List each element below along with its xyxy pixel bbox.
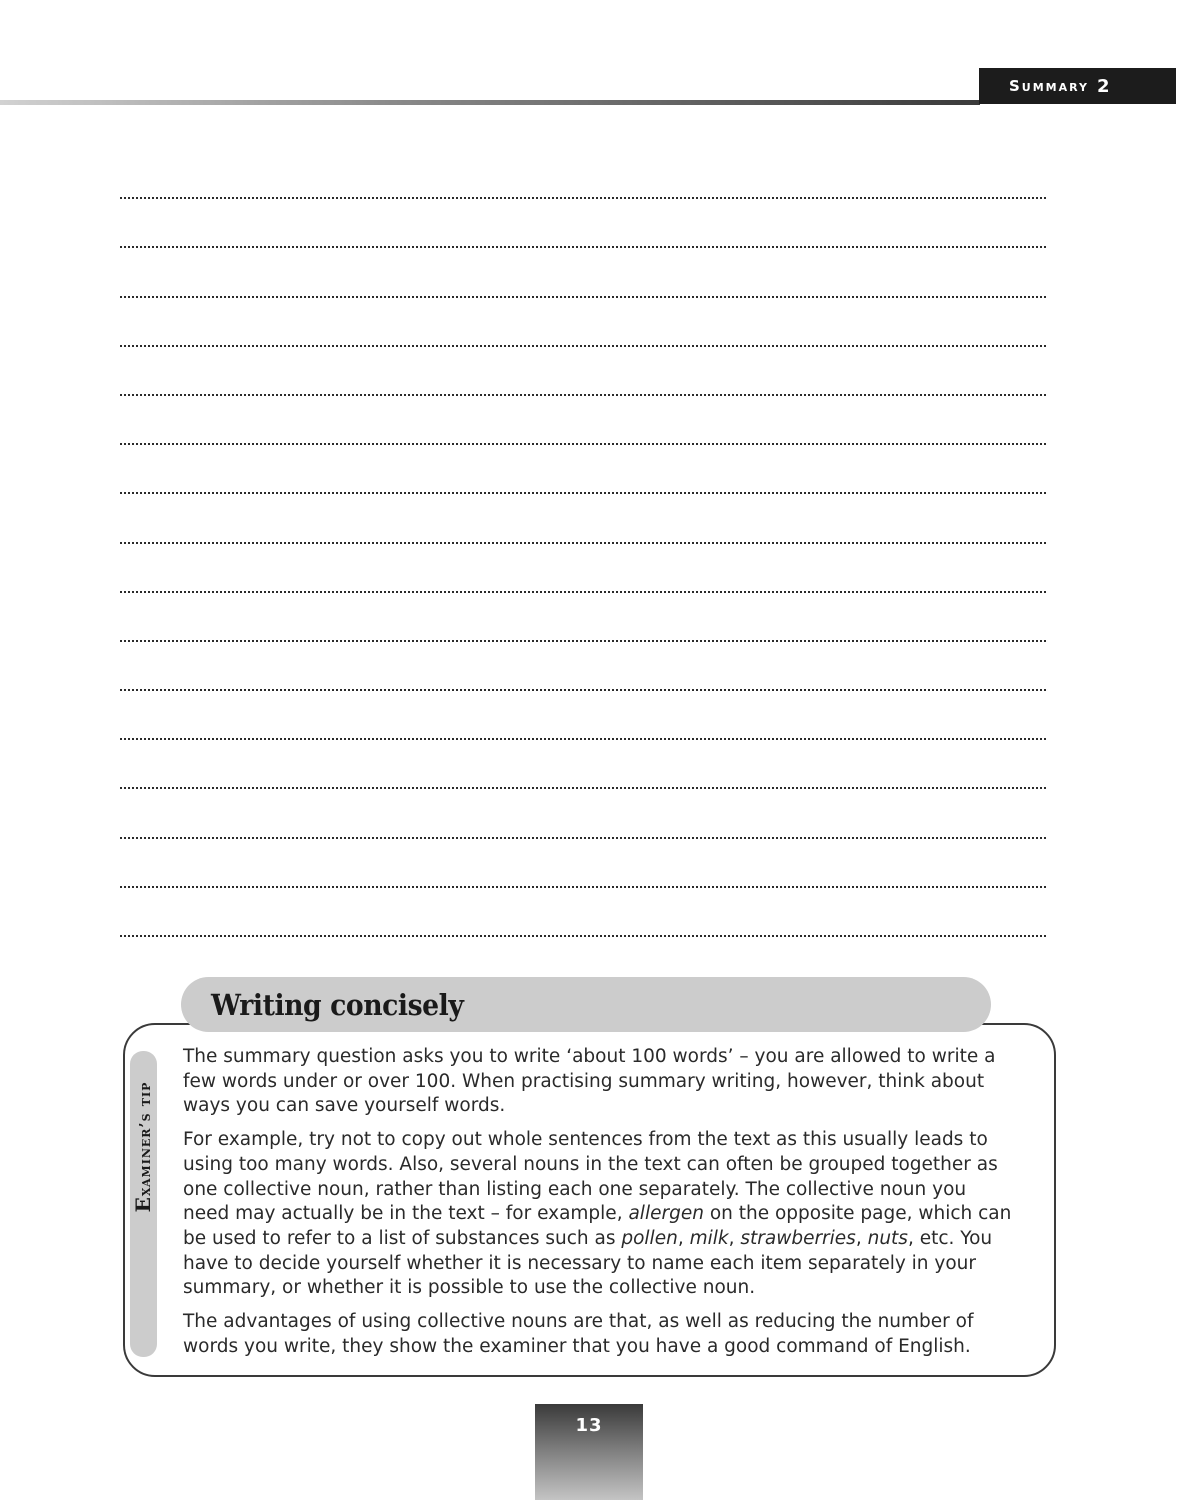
italic-term: allergen — [628, 1203, 704, 1225]
italic-term: milk — [689, 1227, 729, 1249]
tip-label-initial: E — [131, 1196, 155, 1213]
text-run: , — [677, 1227, 690, 1249]
writing-line — [120, 199, 1046, 248]
writing-line — [120, 593, 1046, 642]
writing-line — [120, 347, 1046, 396]
text-run: For example, try not to copy out whole sentences from the text as this usually leads to using too many words. Also, several nouns in the text can often be grouped together as one collective noun, rather than listing each one separately. The collective noun you need may actually be in the text – for example, — [183, 1129, 998, 1225]
text-run: The summary question asks you to write ‘about 100 words’ – you are allowed to write a few words under or over 100. When practising summary writing, however, think about ways you can save yourself words. — [183, 1046, 996, 1117]
page-number: 13 — [535, 1404, 643, 1500]
writing-lines — [120, 150, 1046, 937]
tip-label-rest: xaminer’s tip — [136, 1081, 154, 1197]
tip-paragraph — [183, 1045, 1018, 1119]
text-run: on the opposite page, which can be used to refer to a list of substances such as — [183, 1203, 1012, 1249]
text-run: , — [855, 1227, 868, 1249]
tip-title-bar — [181, 977, 991, 1032]
writing-line — [120, 691, 1046, 740]
writing-line — [120, 740, 1046, 789]
writing-line — [120, 544, 1046, 593]
examiners-tip-label — [131, 1082, 155, 1213]
tip-body — [183, 1045, 1018, 1368]
italic-term: nuts — [867, 1227, 908, 1249]
italic-term: pollen — [621, 1227, 678, 1249]
writing-line — [120, 150, 1046, 199]
text-run: The advantages of using collective nouns are that, as well as reducing the number of words you write, they show the examiner that you have a good command of English. — [183, 1311, 974, 1357]
writing-line — [120, 298, 1046, 347]
writing-line — [120, 642, 1046, 691]
section-tab — [979, 68, 1176, 104]
tip-paragraph — [183, 1128, 1018, 1301]
writing-line — [120, 248, 1046, 297]
text-run: , etc. You have to decide yourself whether it is necessary to name each item separately in your summary, or whether it is possible to use the collective noun. — [183, 1227, 993, 1299]
tip-paragraph — [183, 1310, 1018, 1359]
writing-line — [120, 445, 1046, 494]
writing-line — [120, 789, 1046, 838]
writing-line — [120, 494, 1046, 543]
writing-line — [120, 888, 1046, 937]
section-word: Summary — [1009, 77, 1089, 95]
writing-line — [120, 396, 1046, 445]
writing-line — [120, 839, 1046, 888]
tip-title: Writing concisely — [211, 987, 464, 1022]
header-rule — [0, 100, 980, 105]
italic-term: strawberries — [740, 1227, 856, 1249]
text-run: , — [728, 1227, 741, 1249]
section-number: 2 — [1096, 75, 1112, 97]
